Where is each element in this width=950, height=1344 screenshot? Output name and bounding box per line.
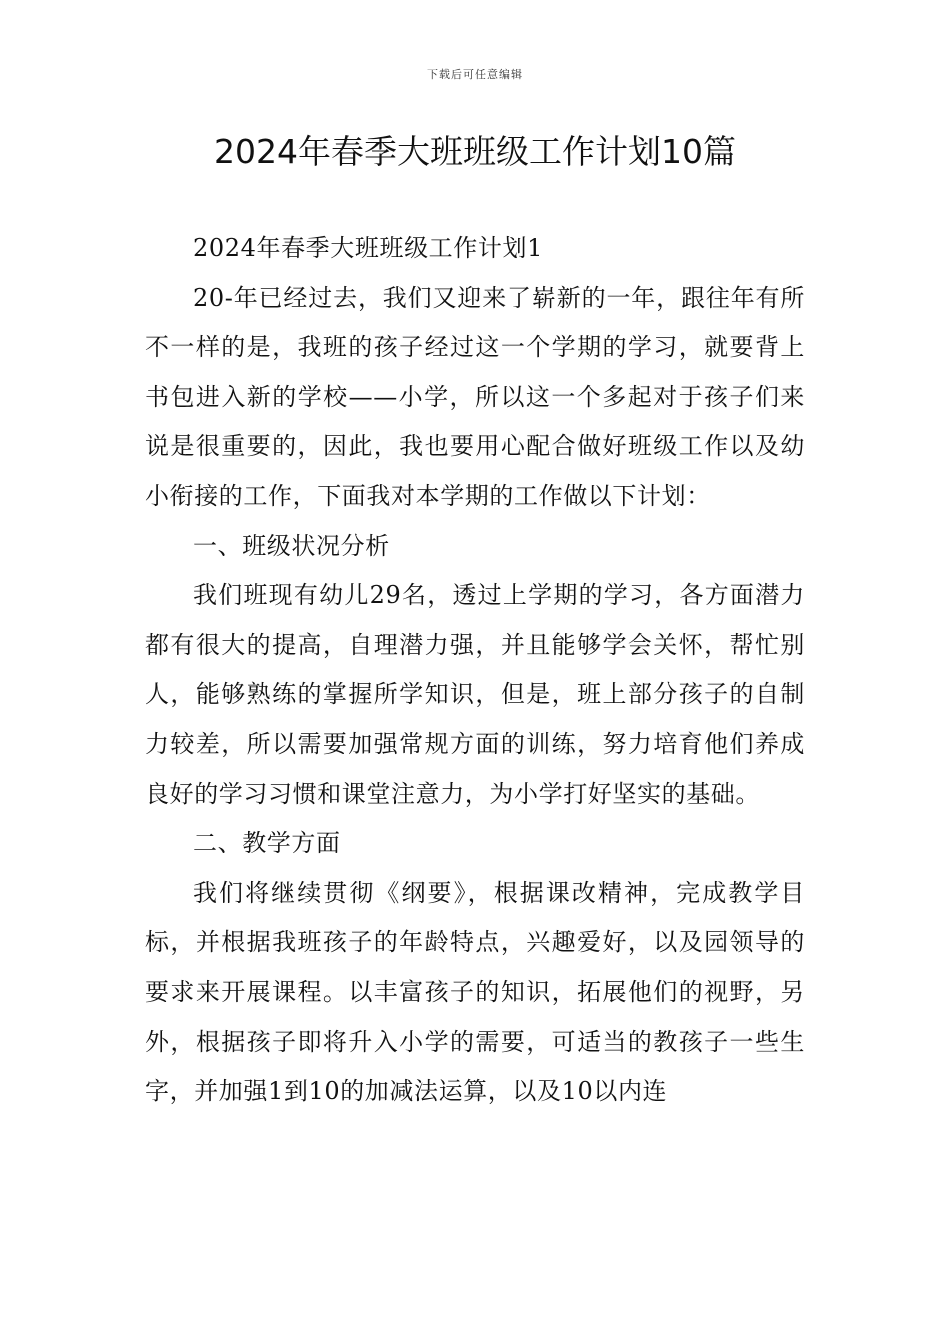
section-heading-class-analysis: 一、班级状况分析 (193, 531, 390, 560)
section-heading-teaching: 二、教学方面 (193, 829, 341, 858)
document-body (145, 224, 805, 1117)
download-note: 下载后可任意编辑 (427, 68, 523, 81)
document-title: 2024年春季大班班级工作计划10篇 (214, 132, 736, 171)
paragraph-class-analysis: 我们班现有幼儿29名，透过上学期的学习，各方面潜力都有很大的提高，自理潜力强，并且能够学会关怀，帮忙别人，能够熟练的掌握所学知识，但是，班上部分孩子的自制力较差，所以需要加强常规方面的训练，努力培育他们养成良好的学习习惯和课堂注意力，为小学打好坚实的基础。 (145, 581, 805, 808)
section-heading-plan-1: 2024年春季大班班级工作计划1 (193, 234, 543, 262)
paragraph-intro: 20-年已经过去，我们又迎来了崭新的一年，跟往年有所不一样的是，我班的孩子经过这一个学期的学习，就要背上书包进入新的学校——小学，所以这一个多起对于孩子们来说是很重要的，因此，我也要用心配合做好班级工作以及幼小衔接的工作，下面我对本学期的工作做以下计划： (145, 283, 805, 510)
paragraph-teaching: 我们将继续贯彻《纲要》，根据课改精神，完成教学目标，并根据我班孩子的年龄特点，兴趣爱好，以及园领导的要求来开展课程。以丰富孩子的知识，拓展他们的视野，另外，根据孩子即将升入小学的需要，可适当的教孩子一些生字，并加强1到10的加减法运算，以及10以内连 (145, 878, 805, 1106)
